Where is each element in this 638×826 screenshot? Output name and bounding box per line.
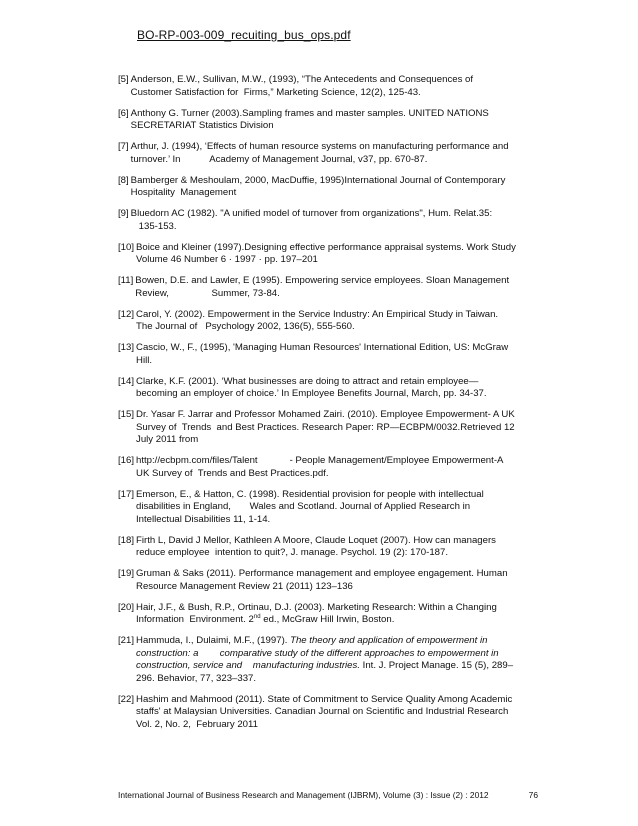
reference-text: Resource Management Review 21 (2011) 123–136 [136,580,353,592]
reference-text: Clarke, K.F. (2001). ‘What businesses are doing to attract and retain employee— [136,375,479,387]
page-footer [118,790,538,800]
page-number: 76 [528,790,538,800]
reference-link-text: http://ecbpm.com/files/Talent - People Management/Employee Empowerment-A [136,455,504,466]
reference-item [118,275,538,300]
reference-text: Review, Summer, 73-84. [135,287,280,299]
reference-item [118,74,538,99]
reference-text [136,660,538,673]
reference-item [118,694,538,732]
reference-text: disabilities in England, Wales and Scotland. Journal of Applied Research in [136,501,471,512]
reference-item [118,409,538,447]
reference-number: [16] [118,455,135,466]
journal-citation: International Journal of Business Research and Management (IJBRM), Volume (3) : Issue (2) : 2012 [118,790,489,800]
reference-item [118,108,538,133]
reference-number: [21] [118,635,135,646]
reference-text: Boice and Kleiner (1997).Designing effective performance appraisal systems. Work Study [136,241,516,253]
reference-text: Carol, Y. (2002). Empowerment in the Service Industry: An Empirical Study in Taiwan. [136,308,499,320]
reference-number: [8] [118,174,129,186]
reference-text: Dr. Yasar F. Jarrar and Professor Mohamed Zairi. (2010). Employee Empowerment- A UK [136,409,515,420]
ordinal-superscript: nd [253,614,261,620]
reference-text: Intellectual Disabilities 11, 1-14. [136,513,271,525]
reference-text: Anthony G. Turner (2003).Sampling frames and master samples. UNITED NATIONS [130,107,489,119]
reference-text: Vol. 2, No. 2, February 2011 [136,718,258,730]
reference-number: [14] [118,375,135,387]
reference-item [118,455,538,480]
reference-item [118,175,538,200]
reference-text: turnover.’ In Academy of Management Journal, v37, pp. 670-87. [130,153,428,165]
reference-text: Customer Satisfaction for Firms,” Marketing Science, 12(2), 125-43. [130,86,421,98]
reference-text [136,635,538,648]
reference-text-part: ed., McGraw Hill Irwin, Boston. [260,614,395,625]
reference-item [118,489,538,527]
reference-number: [13] [118,342,135,353]
reference-text: 296. Behavior, 77, 323–337. [136,672,257,684]
reference-text: Bowen, D.E. and Lawler, E (1995). Empowering service employees. Sloan Management [135,275,510,286]
reference-text: Bamberger & Meshoulam, 2000, MacDuffie, 1995)International Journal of Contemporary [130,174,506,186]
reference-text: Volume 46 Number 6 · 1997 · pp. 197–201 [136,254,318,265]
reference-text-part: Int. J. Project Manage. 15 (5), 289– [359,660,514,671]
reference-text [136,602,538,615]
reference-item [118,309,538,334]
reference-item [118,342,538,367]
reference-text: Emerson, E., & Hatton, C. (1998). Residential provision for people with intellectual [136,488,484,500]
reference-italic-part: construction, service and manufacturing industries. [136,660,360,671]
reference-text [136,614,538,627]
reference-text: reduce employee intention to quit?, J. manage. Psychol. 19 (2): 170-187. [136,547,448,558]
pdf-filename-header: BO-RP-003-009_recuiting_bus_ops.pdf [137,28,351,42]
reference-text: Hashim and Mahmood (2011). State of Commitment to Service Quality Among Academic [136,693,513,705]
reference-item [118,376,538,401]
reference-text: 135-153. [130,220,177,232]
reference-item [118,602,538,627]
reference-text-part: Information Environment. 2 [136,614,254,625]
reference-text-part: Hair, J.F., & Bush, R.P., Ortinau, D.J. (2003). Marketing Research: Within a Changing [136,601,497,613]
reference-text: Firth L, David J Mellor, Kathleen A Moore, Claude Loquet (2007). How can managers [136,534,496,546]
reference-text: Survey of Trends and Best Practices. Research Paper: RP—ECBPM/0032.Retrieved 12 [136,421,515,433]
reference-number: [22] [118,693,135,705]
reference-item [118,535,538,560]
reference-text: staffs' at Malaysian Universities. Canadian Journal on Scientific and Industrial Research [136,706,509,717]
reference-number: [11] [118,275,134,286]
reference-item [118,242,538,267]
reference-item [118,208,538,233]
reference-text: Hill. [136,354,153,366]
reference-italic-part: The theory and application of empowerment in [290,635,488,646]
reference-text: The Journal of Psychology 2002, 136(5), 555-560. [136,321,355,332]
reference-number: [5] [118,74,129,85]
reference-text: Arthur, J. (1994), ‘Effects of human resource systems on manufacturing performance and [130,141,509,152]
reference-text: Cascio, W., F., (1995), 'Managing Human Resources' International Edition, US: McGraw [136,342,509,353]
reference-item [118,568,538,593]
reference-number: [18] [118,534,135,546]
reference-text: becoming an employer of choice.’ In Employee Benefits Journal, March, pp. 34-37. [136,388,487,399]
reference-number: [7] [118,141,129,152]
reference-number: [6] [118,107,129,119]
reference-text: Gruman & Saks (2011). Performance management and employee engagement. Human [136,568,508,579]
reference-text: Hospitality Management [130,187,237,198]
reference-text: Bluedorn AC (1982). "A unified model of turnover from organizations", Hum. Relat.35: [130,208,493,219]
reference-number: [19] [118,568,135,579]
reference-text: SECRETARIAT Statistics Division [130,120,274,131]
reference-italic-text: construction: a comparative study of the different approaches to empowerment in [136,647,499,659]
reference-number: [15] [118,409,135,420]
reference-number: [20] [118,601,135,613]
reference-text-part: Hammuda, I., Dulaimi, M.F., (1997). [136,635,291,646]
reference-number: [17] [118,488,135,500]
reference-number: [12] [118,308,135,320]
reference-text: Anderson, E.W., Sullivan, M.W., (1993), “The Antecedents and Consequences of [130,74,474,85]
reference-item [118,635,538,685]
reference-text: July 2011 from [136,434,199,445]
reference-list [118,74,538,740]
reference-item [118,141,538,166]
reference-number: [10] [118,241,135,253]
reference-number: [9] [118,208,129,219]
reference-text: UK Survey of Trends and Best Practices.pdf. [136,467,329,479]
